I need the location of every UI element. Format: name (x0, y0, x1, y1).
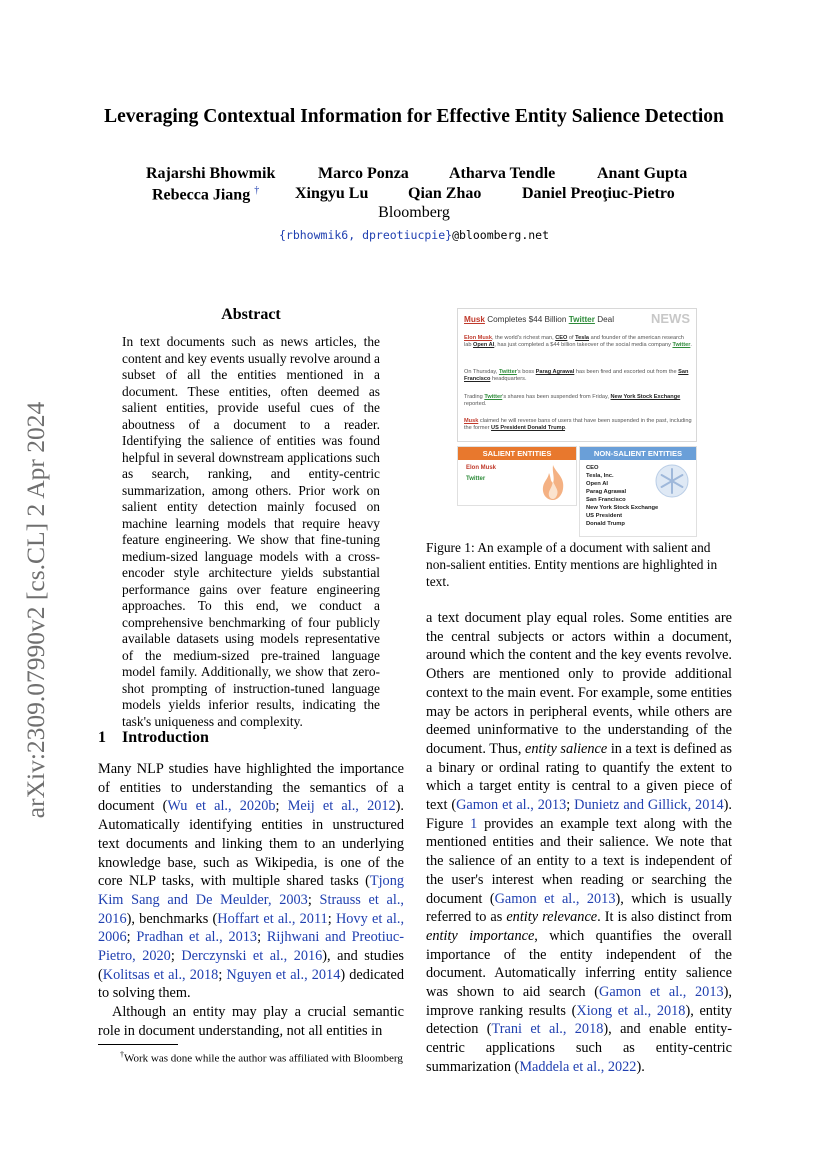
abstract-text (122, 334, 380, 730)
citation-link[interactable]: Wu et al., 2020b (167, 798, 276, 815)
author: Marco Ponza (318, 165, 409, 182)
citation-link[interactable]: Kolitsas et al., 2018 (102, 966, 219, 983)
footnote-text: Work was done while the author was affiliated with Bloomberg (124, 1052, 403, 1065)
author: Rajarshi Bhowmik (146, 165, 276, 182)
text: ; (170, 948, 182, 965)
email-users: {rbhowmik6, dpreotiucpie} (278, 228, 453, 242)
text: and founder of the american research lab (464, 335, 684, 349)
citation-link[interactable]: Dunietz and Gillick, 2014 (574, 797, 724, 814)
footnote-rule (98, 1044, 178, 1045)
citation-link[interactable]: Nguyen et al., 2014 (226, 966, 341, 983)
text: has been fired and escorted out from the (574, 369, 679, 375)
text: ; (307, 891, 320, 908)
text: Deal (594, 315, 615, 324)
intro-right-column (426, 609, 732, 1077)
entity-mention: Twitter (568, 315, 595, 324)
emphasis: entity relevance (506, 909, 598, 926)
citation-link[interactable]: Strauss et al., 2016 (98, 891, 404, 927)
email (0, 228, 828, 242)
salient-heading: SALIENT ENTITIES (458, 447, 576, 460)
text: 's boss (516, 369, 536, 375)
entity-mention: Musk (464, 315, 485, 324)
text: claimed he will reverse bans of users that have been suspended in the past, including the former (464, 418, 692, 432)
news-tag: NEWS (651, 311, 690, 326)
citation-link[interactable]: Hoffart et al., 2011 (217, 910, 328, 927)
citation-link[interactable]: Gamon et al., 2013 (456, 797, 567, 814)
email-domain: @bloomberg.net (452, 228, 550, 242)
salient-entity: Elon Musk (466, 465, 497, 471)
text: provides an example text along with the mentioned entities and their salience. We note that the salience of an entity to a text is independent of the user's interest when reading or searching the document ( (426, 815, 733, 907)
abstract-heading: Abstract (221, 306, 281, 323)
entity-mention: San Francisco (464, 369, 689, 383)
text: ) dedicated to solving them. (98, 966, 404, 1002)
text: headquarters. (490, 376, 527, 383)
text: ). Figure (426, 797, 732, 832)
news-headline (464, 315, 614, 324)
text: in a text is defined as a binary or ordinal rating to quantify the extent to which a target entity is central to a given piece of text ( (426, 740, 732, 814)
footnote (98, 1048, 404, 1066)
text: . (565, 425, 567, 432)
text: 's shares has been suspended from Friday, (502, 394, 611, 400)
text: reported. (464, 401, 487, 408)
author: Atharva Tendle (449, 165, 556, 182)
salient-entity: Twitter (466, 476, 486, 482)
text: ), which is usually referred to as (426, 890, 732, 926)
text: ; (327, 910, 336, 927)
non-salient-entity: New York Stock Exchange (586, 505, 659, 511)
entity-mention: Twitter (484, 394, 503, 400)
snowflake-icon (654, 463, 690, 499)
entity-mention: Open AI (473, 342, 495, 349)
non-salient-heading: NON-SALIENT ENTITIES (580, 447, 696, 460)
entity-mention: Parag Agrawal (535, 369, 575, 375)
text: ), entity detection ( (426, 1002, 732, 1038)
text: , has just completed a $44 billion takeover of the social media company (494, 342, 673, 349)
text: of (567, 335, 576, 341)
text: ), and studies ( (98, 948, 404, 983)
text: Trading (464, 394, 485, 400)
citation-link[interactable]: Pradhan et al., 2013 (136, 929, 258, 946)
entity-mention: US President Donald Trump (491, 425, 566, 432)
text: , the world's richest man, (491, 335, 556, 341)
text: ; (566, 797, 575, 814)
citation-link[interactable]: Hovy et al., 2006 (98, 910, 405, 946)
non-salient-entity: Open AI (586, 481, 609, 487)
non-salient-entity: San Francisco (586, 497, 626, 503)
non-salient-entities-panel (579, 446, 697, 537)
section-number: 1 (98, 729, 106, 746)
citation-link[interactable]: Gamon et al., 2013 (599, 984, 724, 1001)
author: Xingyu Lu (295, 185, 369, 202)
citation-link[interactable]: Meij et al., 2012 (287, 798, 396, 815)
footnote-mark: † (120, 1050, 124, 1059)
figure-1 (457, 308, 697, 535)
flame-icon (538, 463, 568, 501)
citation-link[interactable]: Rijhwani and Preotiuc-Pietro, 2020 (98, 929, 405, 965)
non-salient-entity: CEO (586, 465, 599, 471)
text: ), and enable entity-centric applications such as entity-centric summarization ( (426, 1021, 733, 1075)
entity-mention: Twitter (498, 369, 517, 375)
text: Completes $44 Billion (484, 315, 569, 324)
text: , which quantifies the overall importance of the entity independent of the document. Automatically inferring entity salience was shown to aid search ( (426, 927, 732, 1001)
citation-link[interactable]: Derczynski et al., 2016 (181, 948, 323, 965)
entity-mention: Twitter (672, 342, 691, 349)
section-heading (98, 729, 209, 747)
non-salient-entity: Tesla, Inc. (586, 473, 614, 479)
news-paragraph (464, 369, 692, 384)
news-paragraph (464, 394, 692, 409)
text: ), improve ranking results ( (426, 984, 732, 1019)
emphasis: entity salience (525, 740, 608, 757)
author-dagger: † (254, 185, 260, 196)
citation-link[interactable]: Maddela et al., 2022 (519, 1058, 637, 1075)
text: ; (218, 966, 227, 983)
section-title: Introduction (122, 729, 209, 746)
text: a text document play equal roles. Some entities are the central subjects or actors within a document, around which the content and the key events revolve. Others are mentioned only to provide additional context to the main event. For example, some entities may be actors in peripheral events, while others are deemed uninformative to the understanding of the document. Thus, (426, 610, 732, 757)
text: ; (126, 929, 137, 946)
citation-link[interactable]: Xiong et al., 2018 (576, 1002, 686, 1019)
text: ). (636, 1058, 645, 1075)
non-salient-entity: US President (586, 513, 623, 519)
entity-mention: New York Stock Exchange (610, 394, 681, 400)
figure-ref-link[interactable]: 1 (470, 815, 478, 832)
author: Anant Gupta (597, 165, 688, 182)
abstract-paragraph: In text documents such as news articles, the content and key events usually revolve around a subset of all the entities mentioned in a document. These entities, often deemed as salient entities, provide useful cues of the aboutness of a document to a reader. Identifying the salience of entities was found helpful in several downstream applications such as search, ranking, and entity-centric summarization, among others. Prior work on salient entity detection mainly focused on machine learning models that require heavy feature engineering. We show that fine-tuning medium-sized language models with a cross-encoder style architecture yields substantial performance gains over feature engineering approaches. To this end, we conduct a comprehensive benchmarking of four publicly available datasets using models representative of the medium-sized pre-trained language model family. Additionally, we show that zero-shot prompting of instruction-tuned language models yields inferior results, indicating the task's uniqueness and complexity. (122, 334, 380, 729)
citation-link[interactable]: Trani et al., 2018 (491, 1021, 604, 1038)
author: Qian Zhao (408, 185, 482, 202)
figure-caption: Figure 1: An example of a document with salient and non-salient entities. Entity mentions are highlighted in text. (426, 540, 718, 589)
entity-mention: CEO (555, 335, 568, 341)
news-paragraph (464, 335, 692, 350)
affiliation: Bloomberg (378, 204, 450, 221)
author (152, 185, 259, 204)
intro-paragraph-2: Although an entity may play a crucial semantic role in document understanding, not all entities in (98, 1004, 404, 1039)
intro-left-column (98, 760, 404, 1041)
emphasis: entity importance (426, 927, 535, 944)
intro-paragraph-1 (98, 760, 404, 1003)
non-salient-entity: Donald Trump (586, 521, 625, 527)
entity-mention: Musk (464, 418, 479, 424)
entity-mention: Elon Musk (464, 335, 492, 341)
arxiv-identifier (6, 370, 66, 850)
text: . It is also distinct from (597, 909, 732, 926)
author-name: Rebecca Jiang (152, 186, 251, 204)
text: . (690, 342, 692, 349)
text: ), benchmarks ( (126, 910, 218, 927)
non-salient-entity: Parag Agrawal (586, 489, 627, 495)
text: Many NLP studies have highlighted the importance of entities to understanding the semantics of a document ( (98, 761, 404, 815)
salient-entities-panel (457, 446, 577, 506)
news-paragraph (464, 418, 692, 433)
news-article-card (457, 308, 697, 442)
text: ; (257, 929, 267, 946)
text: ; (275, 798, 288, 815)
text: On Thursday, (464, 369, 499, 375)
intro-paragraph-continued (426, 609, 732, 1077)
citation-link[interactable]: Gamon et al., 2013 (494, 890, 616, 907)
arxiv-id-text: arXiv:2309.07990v2 [cs.CL] 2 Apr 2024 (21, 401, 50, 819)
text: ). Automatically identifying entities in unstructured text documents and linking them to an underlying knowledge base, such as Wikipedia, is one of the core NLP tasks, with multiple shared tasks ( (98, 798, 405, 890)
entity-mention: Tesla (575, 335, 590, 341)
author: Daniel Preoţiuc-Pietro (522, 185, 675, 202)
paper-title: Leveraging Contextual Information for Effective Entity Salience Detection (104, 106, 724, 127)
citation-link[interactable]: Tjong Kim Sang and De Meulder, 2003 (98, 873, 404, 908)
